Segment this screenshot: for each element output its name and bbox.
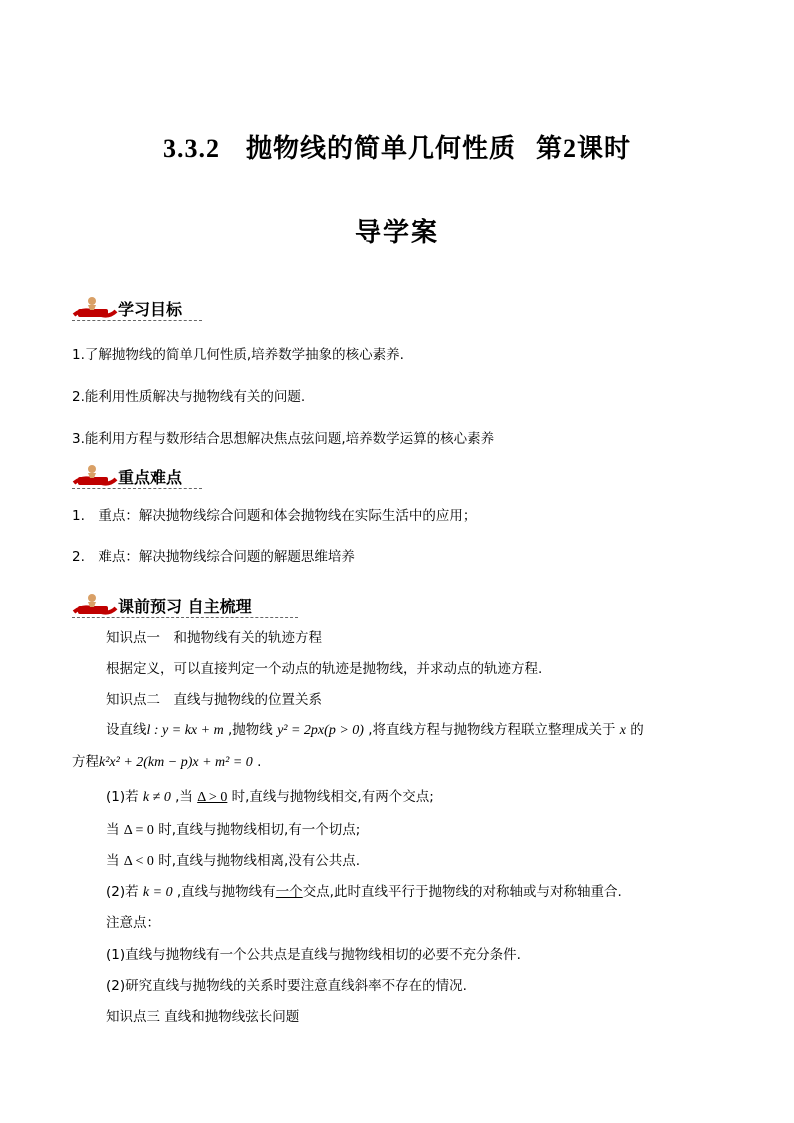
text-span: . (252, 754, 262, 770)
section-heading-label: 学习目标 (118, 300, 183, 319)
title-main: 抛物线的简单几何性质 (245, 134, 516, 164)
knowledge-point-1-text: 根据定义，可以直接判定一个动点的轨迹是抛物线，并求动点的轨迹方程. (106, 661, 543, 677)
delta-condition: Δ = 0 (123, 823, 154, 838)
text-span: 时,直线与抛物线相切,有一个切点; (153, 822, 361, 838)
underlined-answer: 一个 (275, 884, 303, 900)
note-item-1: (1)直线与抛物线有一个公共点是直线与抛物线相切的必要不充分条件. (106, 947, 521, 963)
line-equation: l : y = kx + m (146, 723, 224, 738)
math-condition: k = 0 (142, 885, 173, 900)
section-badge-icon (72, 590, 118, 620)
lesson-suffix: 课时 (577, 134, 632, 164)
text-span: 设直线 (106, 722, 147, 738)
quadratic-equation: k²x² + 2(km − p)x + m² = 0 (99, 755, 253, 770)
variable-x: x (619, 723, 627, 738)
knowledge-point-2-line-1 (106, 718, 644, 739)
heading-underline (72, 320, 202, 321)
text-span: 当 (106, 822, 124, 838)
note-title: 注意点： (106, 915, 160, 931)
text-span: 的 (626, 722, 644, 738)
note-item-2: (2)研究直线与抛物线的关系时要注意直线斜率不存在的情况. (106, 978, 467, 994)
text-span: 时,直线与抛物线相离,没有公共点. (153, 853, 361, 869)
section-badge-icon (72, 461, 118, 491)
section-number: 3.3.2 (162, 134, 220, 163)
case-2 (106, 818, 360, 839)
case-3 (106, 849, 360, 870)
document-title (0, 128, 794, 165)
objective-item-2: 2.能利用性质解决与抛物线有关的问题. (72, 389, 306, 405)
knowledge-point-2-title: 知识点二 直线与抛物线的位置关系 (106, 692, 322, 708)
text-span: ,抛物线 (223, 722, 278, 738)
objective-item-1: 1.了解抛物线的简单几何性质,培养数学抽象的核心素养. (72, 347, 404, 363)
section-heading-label: 重点难点 (118, 468, 183, 487)
heading-underline (72, 488, 202, 489)
case-4 (106, 880, 622, 901)
objective-item-3: 3.能利用方程与数形结合思想解决焦点弦问题,培养数学运算的核心素养 (72, 431, 495, 447)
document-subtitle: 导学案 (354, 218, 439, 248)
text-span: (2)若 (106, 884, 143, 900)
text-span: ,当 (170, 789, 198, 805)
keypoint-item-1: 1. 重点：解决抛物线综合问题和体会抛物线在实际生活中的应用； (72, 508, 477, 524)
keypoint-item-2: 2. 难点：解决抛物线综合问题的解题思维培养 (72, 549, 355, 565)
text-span: 时,直线与抛物线相交,有两个交点; (227, 789, 434, 805)
lesson-prefix: 第 (535, 134, 563, 164)
section-badge-icon (72, 293, 118, 323)
section-heading-label: 课前预习 自主梳理 (118, 597, 252, 616)
knowledge-point-1-title: 知识点一 和抛物线有关的轨迹方程 (106, 630, 322, 646)
text-span: 交点,此时直线平行于抛物线的对称轴或与对称轴重合. (302, 884, 622, 900)
lesson-number: 2 (563, 134, 577, 163)
parabola-equation: y² = 2px(p > 0) (277, 723, 364, 738)
delta-condition: Δ > 0 (197, 790, 228, 805)
case-1 (106, 785, 434, 806)
heading-underline (72, 617, 298, 618)
text-span: ,将直线方程与抛物线方程联立整理成关于 (363, 722, 620, 738)
text-span: ,直线与抛物线有 (172, 884, 276, 900)
delta-condition: Δ < 0 (123, 854, 154, 869)
text-span: 当 (106, 853, 124, 869)
math-condition: k ≠ 0 (142, 790, 171, 805)
knowledge-point-2-line-2 (72, 750, 261, 771)
text-span: 方程 (72, 754, 99, 770)
text-span: (1)若 (106, 789, 143, 805)
knowledge-point-3-title: 知识点三 直线和抛物线弦长问题 (106, 1009, 300, 1025)
